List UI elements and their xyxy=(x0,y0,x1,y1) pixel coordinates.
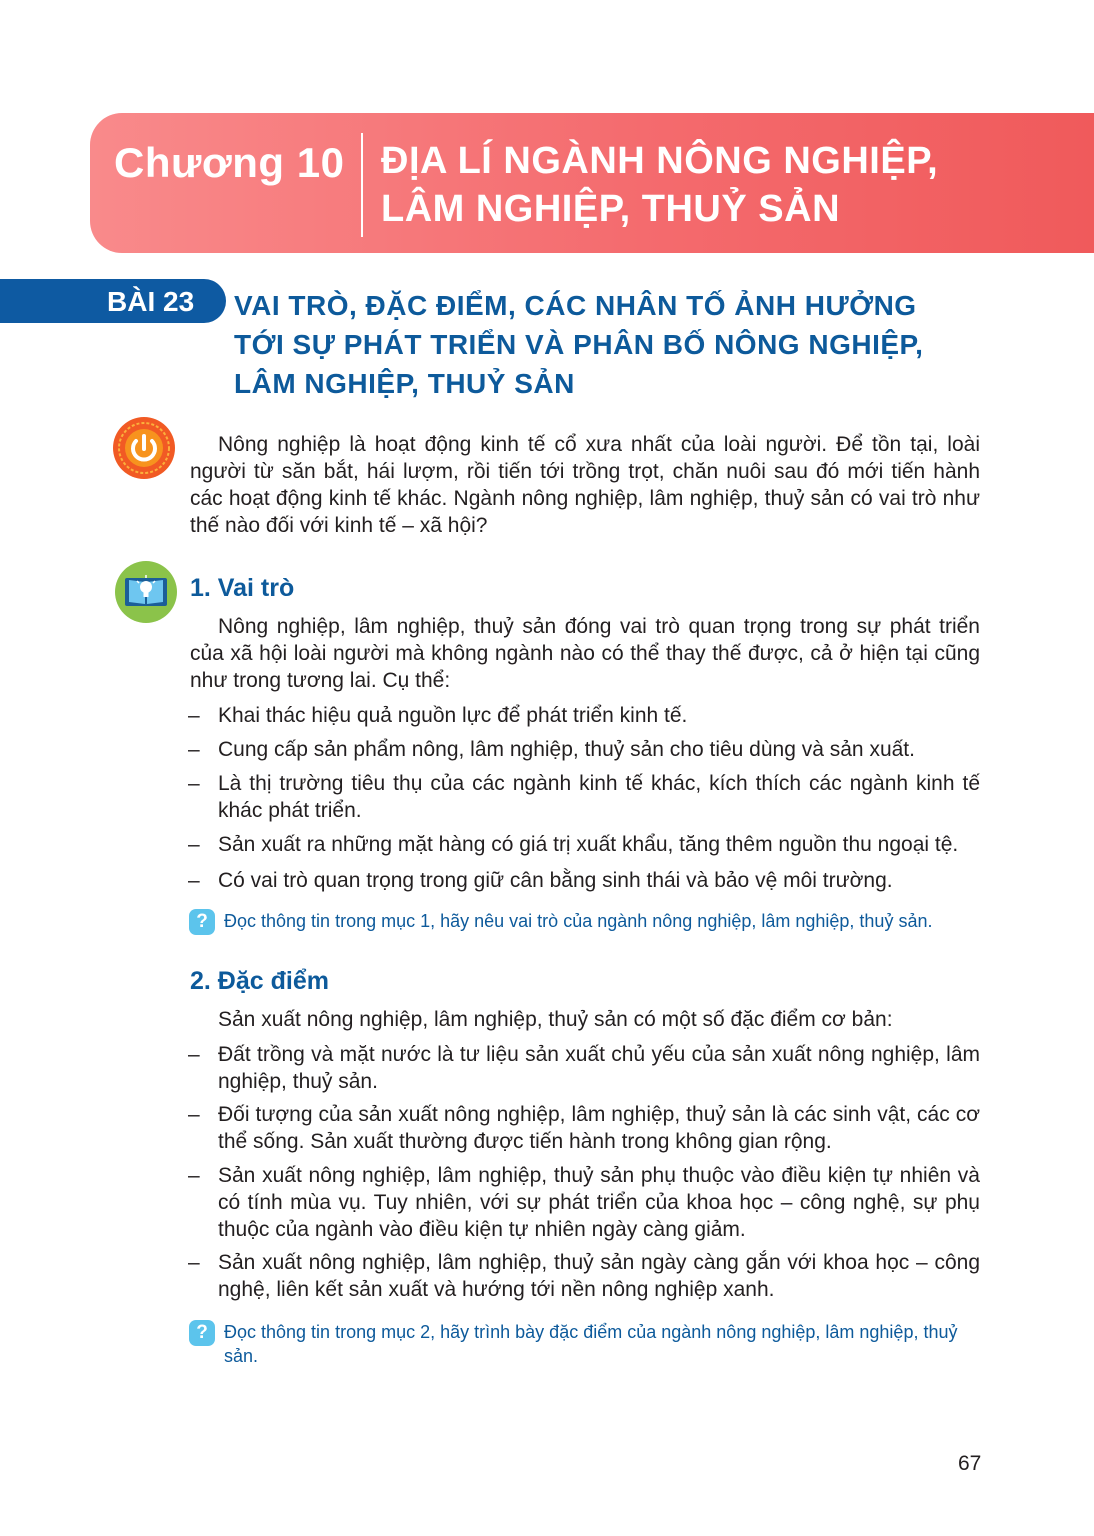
section-1-question xyxy=(189,909,981,933)
bullet-text: Sản xuất ra những mặt hàng có giá trị xuất khẩu, tăng thêm nguồn thu ngoại tệ. xyxy=(218,833,959,856)
intro-paragraph: Nông nghiệp là hoạt động kinh tế cổ xưa nhất của loài người. Để tồn tại, loài người từ săn bắt, hái lượm, rồi tiến tới trồng trọt, chăn nuôi sau đó mới tiến hành các hoạt động kinh tế khác. Ngành nông nghiệp, lâm nghiệp, thuỷ sản có vai trò như thế nào đối với kinh tế – xã hội? xyxy=(190,433,980,537)
bullet-text: Sản xuất nông nghiệp, lâm nghiệp, thuỷ sản ngày càng gắn với khoa học – công nghệ, liên kết sản xuất và hướng tới nền nông nghiệp xanh. xyxy=(218,1251,980,1301)
chapter-title-line-1: ĐỊA LÍ NGÀNH NÔNG NGHIỆP, xyxy=(381,140,939,182)
lesson-label: BÀI 23 xyxy=(107,286,195,317)
bullet-text: Cung cấp sản phẩm nông, lâm nghiệp, thuỷ sản cho tiêu dùng và sản xuất. xyxy=(218,738,915,761)
lesson-badge xyxy=(0,279,226,323)
bullet-text: Đất trồng và mặt nước là tư liệu sản xuất chủ yếu của sản xuất nông nghiệp, lâm nghiệp, thuỷ sản. xyxy=(218,1043,980,1093)
bullet-text: Đối tượng của sản xuất nông nghiệp, lâm nghiệp, thuỷ sản là các sinh vật, các cơ thể sống. Sản xuất thường được tiến hành trong không gian rộng. xyxy=(218,1103,980,1153)
question-text: Đọc thông tin trong mục 2, hãy trình bày đặc điểm của ngành nông nghiệp, lâm nghiệp, thuỷ sản. xyxy=(224,1322,958,1366)
section-1-bullet xyxy=(188,831,980,858)
bullet-dash: – xyxy=(188,1164,200,1187)
bullet-dash: – xyxy=(188,1103,200,1126)
bullet-dash: – xyxy=(188,1251,200,1274)
bullet-dash: – xyxy=(188,738,200,761)
section-2-question xyxy=(189,1320,981,1368)
section-1-heading: 1. Vai trò xyxy=(190,574,295,602)
section-1-paragraph: Nông nghiệp, lâm nghiệp, thuỷ sản đóng vai trò quan trọng trong sự phát triển của xã hội loài người mà không ngành nào có thể thay thế được, cả ở hiện tại cũng như trong tương lai. Cụ thể: xyxy=(190,615,980,692)
book-lightbulb-icon xyxy=(114,560,178,624)
bullet-text: Có vai trò quan trọng trong giữ cân bằng sinh thái và bảo vệ môi trường. xyxy=(218,869,893,892)
section-1-bullet xyxy=(188,736,980,763)
section-1-bullet xyxy=(188,867,980,894)
section-2-bullet xyxy=(188,1101,980,1155)
bullet-text: Là thị trường tiêu thụ của các ngành kinh tế khác, kích thích các ngành kinh tế khác phát triển. xyxy=(218,772,980,822)
chapter-title-line-2: LÂM NGHIỆP, THUỶ SẢN xyxy=(381,188,841,230)
start-button-icon xyxy=(112,416,176,480)
bullet-text: Khai thác hiệu quả nguồn lực để phát triển kinh tế. xyxy=(218,704,688,727)
chapter-title xyxy=(381,137,938,233)
question-mark-icon: ? xyxy=(189,909,215,935)
chapter-banner xyxy=(90,113,1094,253)
bullet-dash: – xyxy=(188,869,200,892)
section-2-heading: 2. Đặc điểm xyxy=(190,967,329,995)
bullet-dash: – xyxy=(188,833,200,856)
section-1-bullet xyxy=(188,702,980,729)
question-text: Đọc thông tin trong mục 1, hãy nêu vai trò của ngành nông nghiệp, lâm nghiệp, thuỷ sản. xyxy=(224,911,933,931)
section-2-bullet xyxy=(188,1041,980,1095)
lesson-title xyxy=(234,286,923,403)
bullet-dash: – xyxy=(188,772,200,795)
section-2-bullet xyxy=(188,1162,980,1243)
chapter-divider xyxy=(361,133,363,237)
lesson-title-line-1: VAI TRÒ, ĐẶC ĐIỂM, CÁC NHÂN TỐ ẢNH HƯỞNG xyxy=(234,290,917,321)
question-mark-icon: ? xyxy=(189,1320,215,1346)
section-1-bullet xyxy=(188,770,980,824)
section-2-bullet xyxy=(188,1249,980,1303)
page-number: 67 xyxy=(958,1452,982,1475)
bullet-dash: – xyxy=(188,704,200,727)
chapter-label: Chương 10 xyxy=(114,139,345,186)
bullet-dash: – xyxy=(188,1043,200,1066)
section-2-paragraph: Sản xuất nông nghiệp, lâm nghiệp, thuỷ sản có một số đặc điểm cơ bản: xyxy=(218,1008,893,1031)
lesson-title-line-2: TỚI SỰ PHÁT TRIỂN VÀ PHÂN BỐ NÔNG NGHIỆP, xyxy=(234,329,924,360)
lesson-title-line-3: LÂM NGHIỆP, THUỶ SẢN xyxy=(234,368,575,399)
bullet-text: Sản xuất nông nghiệp, lâm nghiệp, thuỷ sản phụ thuộc vào điều kiện tự nhiên và có tính mùa vụ. Tuy nhiên, với sự phát triển của khoa học – công nghệ, sự phụ thuộc của ngành vào điều kiện tự nhiên ngày càng giảm. xyxy=(218,1164,980,1241)
